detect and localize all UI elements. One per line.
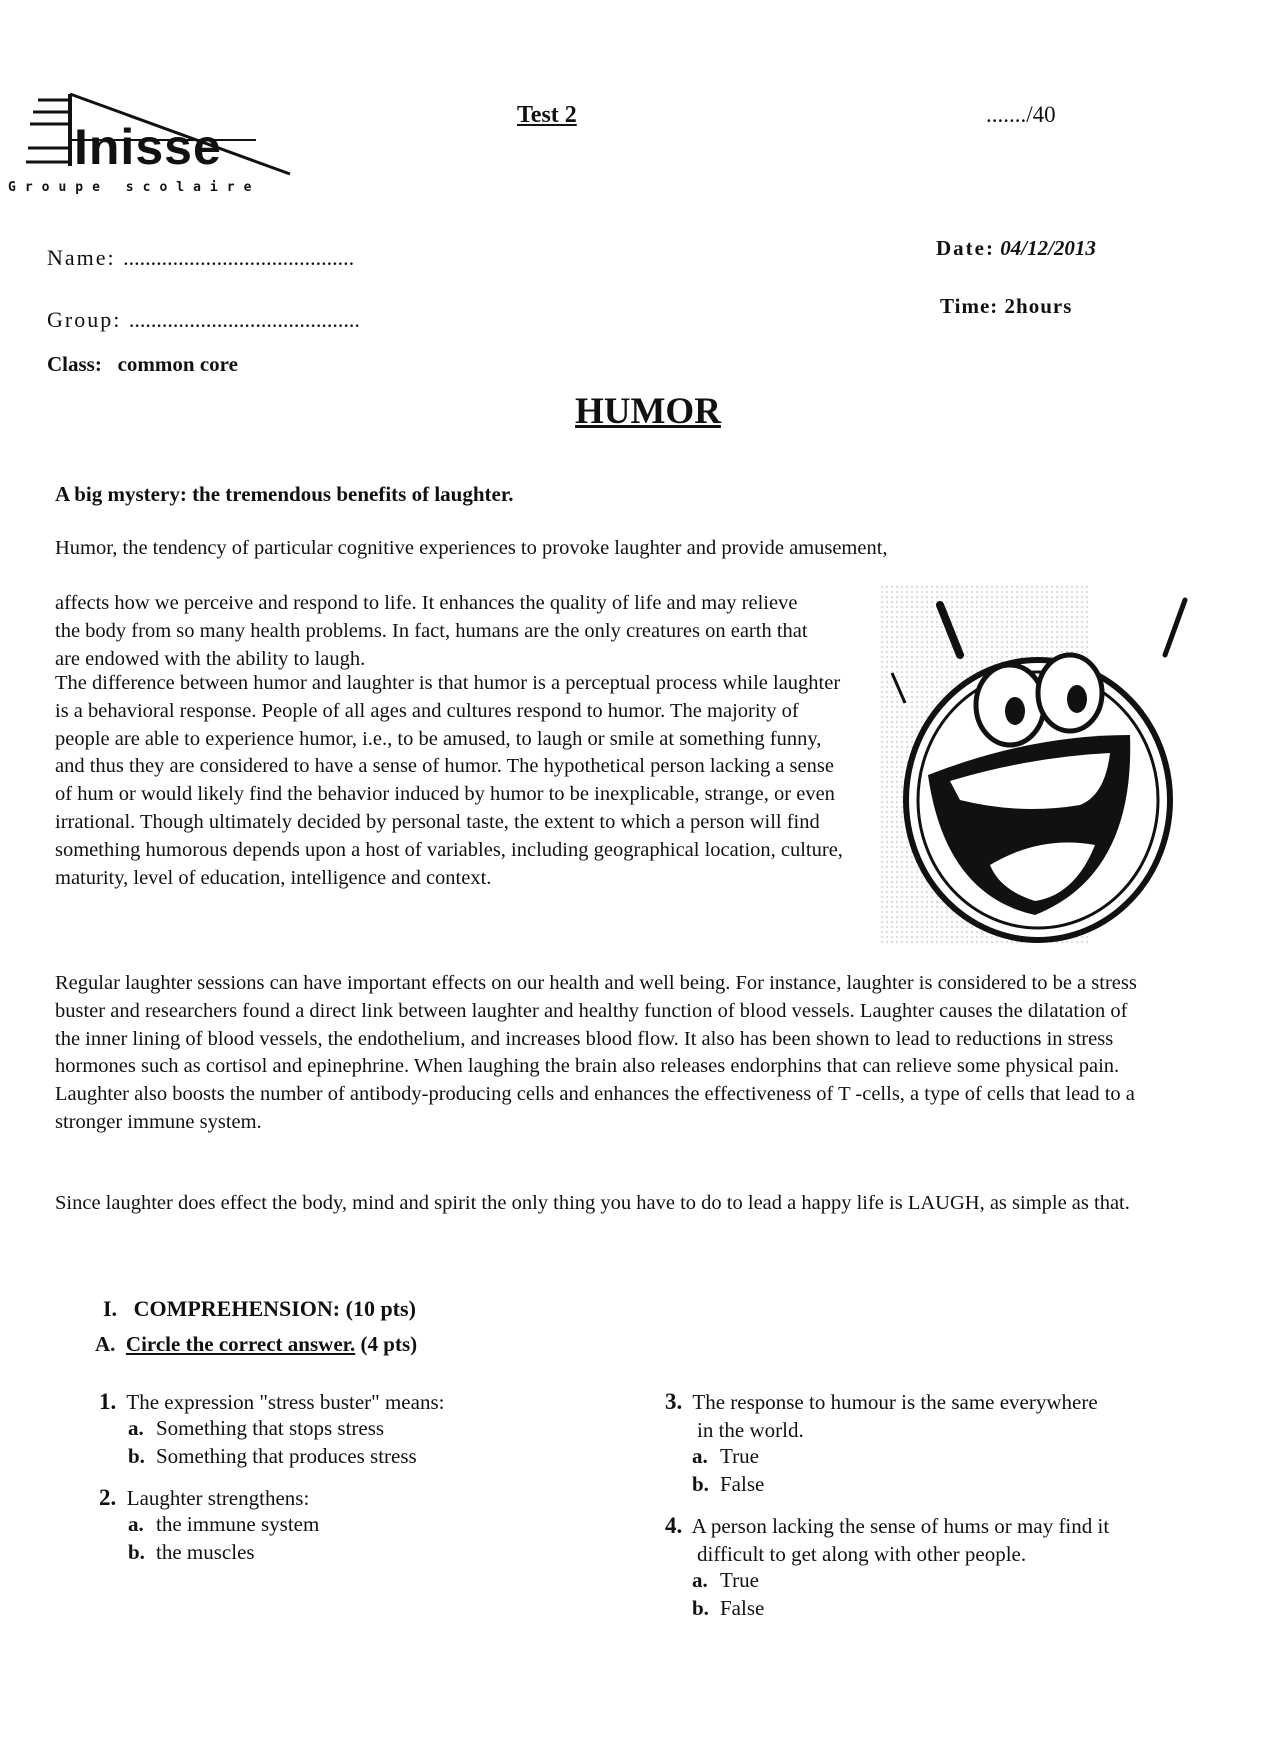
option-letter: a. <box>692 1568 708 1592</box>
article-subtitle: A big mystery: the tremendous benefits of laughter. <box>55 482 514 506</box>
task-letter: A. <box>95 1332 116 1356</box>
test-title: Test 2 <box>517 102 577 128</box>
laughing-face-illustration <box>880 585 1210 945</box>
logo-subtitle: Groupe scolaire <box>8 180 261 195</box>
paragraph-4: Since laughter does effect the body, mind and spirit the only thing you have to do to lead a happy life is LAUGH, as simple as that. <box>55 1192 1130 1214</box>
question-text: The expression "stress buster" means: <box>126 1390 445 1414</box>
task-points: (4 pts) <box>360 1332 418 1356</box>
name-dots: .......................................... <box>123 245 355 270</box>
option-text: False <box>720 1596 765 1620</box>
option-letter: a. <box>128 1512 144 1536</box>
option-letter: b. <box>692 1596 709 1620</box>
option-letter: b. <box>128 1540 145 1564</box>
school-logo <box>8 92 298 212</box>
option-2a[interactable] <box>128 1512 319 1537</box>
option-letter: b. <box>692 1472 709 1496</box>
laughing-face-icon <box>880 585 1210 945</box>
class-line <box>47 352 238 377</box>
question-number: 1. <box>99 1389 117 1414</box>
option-3a[interactable] <box>692 1444 759 1469</box>
question-number: 2. <box>99 1485 117 1510</box>
question-2 <box>99 1484 309 1512</box>
option-1a[interactable] <box>128 1416 384 1441</box>
date-line <box>936 236 1096 261</box>
question-3 <box>665 1388 1098 1416</box>
question-1 <box>99 1388 444 1416</box>
option-2b[interactable] <box>128 1540 255 1565</box>
option-4b[interactable] <box>692 1596 764 1621</box>
paragraph-1-line-1: Humor, the tendency of particular cognitive experiences to provoke laughter and provide amusement, <box>55 537 888 559</box>
question-number: 4. <box>665 1513 683 1538</box>
option-text: the immune system <box>156 1512 320 1536</box>
paragraph-2: The difference between humor and laughter is that humor is a perceptual process while laughter is a behavioral response. People of all ages and cultures respond to humor. The majority of people are able to experience humor, i.e., to be amused, to laugh or smile at something funny, and thus they are considered to have a sense of humor. The hypothetical person lacking a sense of hum or would likely find the behavior induced by humor to be inexplicable, strange, or even irrational. Though ultimately decided by personal taste, the extent to which a person will find something humorous depends upon a host of variables, including geographical location, culture, maturity, level of education, intelligence and context. <box>55 672 843 889</box>
question-text: The response to humour is the same everywhere <box>692 1390 1098 1414</box>
paragraph-1: affects how we perceive and respond to life. It enhances the quality of life and may relieve the body from so many health problems. In fact, humans are the only creatures on earth that are endowed with the ability to laugh. <box>55 592 808 670</box>
class-value: common core <box>117 352 238 376</box>
time-label: Time: <box>940 294 999 318</box>
time-value: 2hours <box>1004 294 1073 318</box>
section-number: I. <box>103 1296 118 1321</box>
option-letter: a. <box>128 1416 144 1440</box>
group-dots: .......................................... <box>128 307 360 332</box>
option-letter: a. <box>692 1444 708 1468</box>
task-title: Circle the correct answer. <box>125 1332 356 1356</box>
section-title: COMPREHENSION: (10 pts) <box>133 1296 416 1321</box>
name-field[interactable] <box>47 245 354 271</box>
date-value: 04/12/2013 <box>1000 236 1096 260</box>
score-field: ......./40 <box>986 102 1056 127</box>
logo-text: Inisse <box>74 119 222 175</box>
question-number: 3. <box>665 1389 683 1414</box>
task-heading <box>95 1332 417 1357</box>
option-text: False <box>720 1472 765 1496</box>
question-3-continued: in the world. <box>697 1418 804 1442</box>
option-text: Something that produces stress <box>156 1444 417 1468</box>
time-line <box>940 294 1072 319</box>
question-text: A person lacking the sense of hums or may find it <box>691 1514 1110 1538</box>
class-label: Class: <box>47 352 102 376</box>
option-text: Something that stops stress <box>156 1416 385 1440</box>
section-heading <box>103 1296 416 1322</box>
option-text: the muscles <box>156 1540 255 1564</box>
option-letter: b. <box>128 1444 145 1468</box>
date-label: Date: <box>936 236 995 260</box>
question-4-continued: difficult to get along with other people. <box>697 1542 1027 1566</box>
option-text: True <box>720 1444 759 1468</box>
question-text: Laughter strengthens: <box>126 1486 310 1510</box>
option-4a[interactable] <box>692 1568 759 1593</box>
group-field[interactable] <box>47 307 360 333</box>
paragraph-3: Regular laughter sessions can have important effects on our health and well being. For instance, laughter is considered to be a stress buster and researchers found a direct link between laughter and healthy function of blood vessels. Laughter causes the dilatation of the inner lining of blood vessels, the endothelium, and increases blood flow. It also has been shown to lead to reductions in stress hormones such as cortisol and epinephrine. When laughing the brain also releases endorphins that can relieve some physical pain. Laughter also boosts the number of antibody-producing cells and enhances the effectiveness of T -cells, a type of cells that lead to a stronger immune system. <box>55 972 1137 1133</box>
option-text: True <box>720 1568 759 1592</box>
page-title: HUMOR <box>575 391 721 432</box>
question-4 <box>665 1512 1109 1540</box>
name-label: Name: <box>47 245 116 270</box>
group-label: Group: <box>47 307 122 332</box>
option-1b[interactable] <box>128 1444 417 1469</box>
option-3b[interactable] <box>692 1472 764 1497</box>
